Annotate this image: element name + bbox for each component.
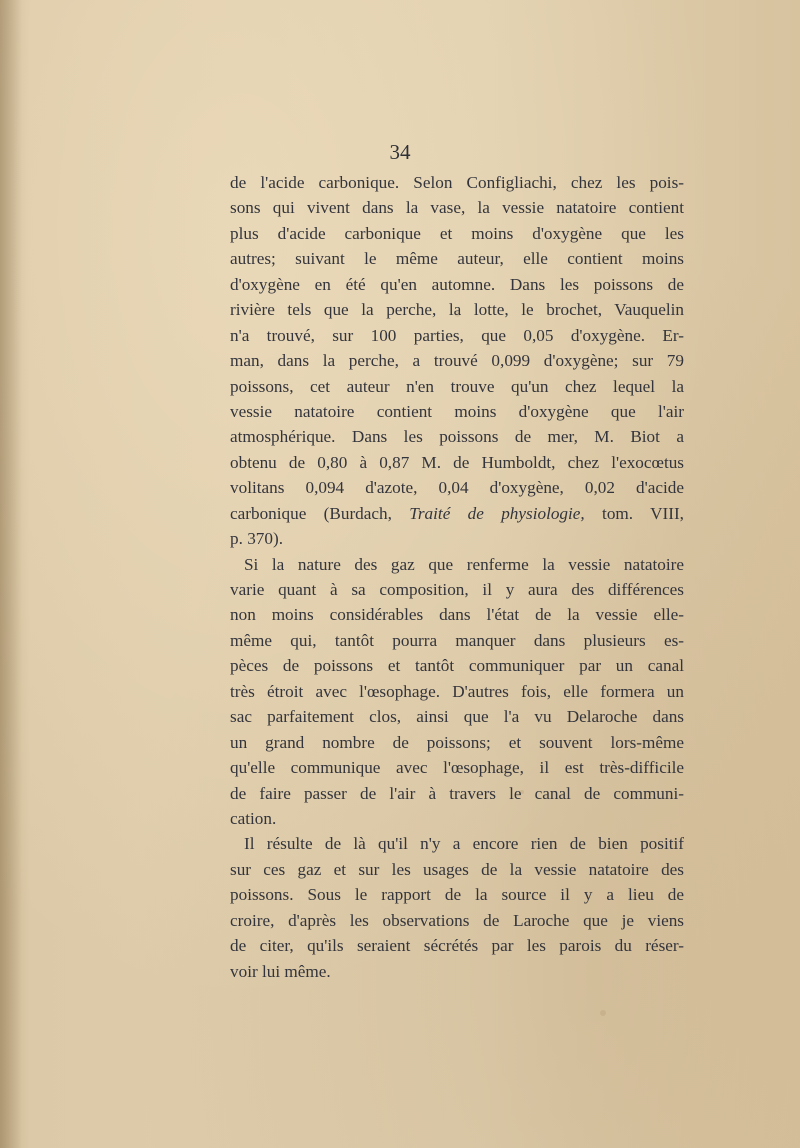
page-number: 34 [389,140,411,164]
text-line [230,424,684,449]
text-line-content: sons qui vivent dans la vase, la vessie natatoire contient [230,198,684,218]
text-line [230,831,684,856]
text-line-content: sur ces gaz et sur les usages de la vessie natatoire des [230,859,684,879]
text-line [230,374,684,399]
text-line-content: carbonique (Burdach, [230,503,410,523]
text-line-content: man, dans la perche, a trouvé 0,099 d'oxygène; sur 79 [230,351,684,371]
text-line [230,806,684,831]
page-edge-shadow [0,0,22,1148]
text-line [230,781,684,806]
text-line [230,348,684,373]
text-line [230,221,684,246]
text-line [230,501,684,526]
text-line-content: d'oxygène en été qu'en automne. Dans les poissons de [230,274,684,294]
text-line-content: poissons, cet auteur n'en trouve qu'un chez lequel la [230,376,684,396]
text-line [230,297,684,322]
text-line [230,323,684,348]
text-line-content: sac parfaitement clos, ainsi que l'a vu Delaroche dans [230,707,684,727]
text-line-content: Il résulte de là qu'il n'y a encore rien de bien positif [244,834,684,854]
text-line-content: volitans 0,094 d'azote, 0,04 d'oxygène, 0,02 d'acide [230,478,684,498]
text-line-content: croire, d'après les observations de Laroche que je viens [230,910,684,930]
text-line [230,908,684,933]
text-line-content: vessie natatoire contient moins d'oxygène que l'air [230,401,684,421]
text-line-content: rivière tels que la perche, la lotte, le brochet, Vauquelin [230,300,684,320]
text-line-content: très étroit avec l'œsophage. D'autres fois, elle formera un [230,681,684,701]
text-line [230,399,684,424]
text-line-content: voir lui même. [230,961,331,981]
text-line-tail: tom. VIII, [584,503,684,523]
book-title-italic: Traité de physiologie, [409,503,585,523]
text-line-content: pèces de poissons et tantôt communiquer par un canal [230,656,684,676]
text-line-content: qu'elle communique avec l'œsophage, il est très-difficile [230,758,684,778]
text-line-content: p. 370). [230,529,283,549]
text-line-content: non moins considérables dans l'état de la vessie elle- [230,605,684,625]
text-line-content: de citer, qu'ils seraient sécrétés par les parois du réser- [230,936,684,956]
text-line-content: poissons. Sous le rapport de la source il y a lieu de [230,885,684,905]
text-line [230,246,684,271]
text-line [230,628,684,653]
body-text [230,170,684,984]
text-line [230,272,684,297]
text-line-content: plus d'acide carbonique et moins d'oxygène que les [230,223,684,243]
text-line [230,882,684,907]
text-line [230,475,684,500]
text-line-content: autres; suivant le même auteur, elle contient moins [230,249,684,269]
text-line [230,170,684,195]
text-line-content: Si la nature des gaz que renferme la vessie natatoire [244,554,684,574]
text-line [230,526,684,551]
text-line [230,679,684,704]
text-line [230,450,684,475]
text-line [230,195,684,220]
text-line [230,933,684,958]
text-line [230,653,684,678]
text-line [230,602,684,627]
text-line [230,857,684,882]
text-line-content: atmosphérique. Dans les poissons de mer, M. Biot a [230,427,684,447]
text-line [230,577,684,602]
text-line-content: cation. [230,808,277,828]
text-line [230,959,684,984]
text-line-content: même qui, tantôt pourra manquer dans plusieurs es- [230,630,684,650]
text-line-content: de l'acide carbonique. Selon Configliachi, chez les pois- [230,173,684,192]
text-line [230,552,684,577]
text-line [230,730,684,755]
text-line-content: obtenu de 0,80 à 0,87 M. de Humboldt, chez l'exocœtus [230,452,684,472]
text-line [230,704,684,729]
paper-spot [600,1010,606,1016]
text-line [230,755,684,780]
text-line-content: un grand nombre de poissons; et souvent lors-même [230,732,684,752]
text-line-content: n'a trouvé, sur 100 parties, que 0,05 d'oxygène. Er- [230,325,684,345]
text-line-content: de faire passer de l'air à travers le canal de communi- [230,783,684,803]
text-line-content: varie quant à sa composition, il y aura des différences [230,580,684,599]
